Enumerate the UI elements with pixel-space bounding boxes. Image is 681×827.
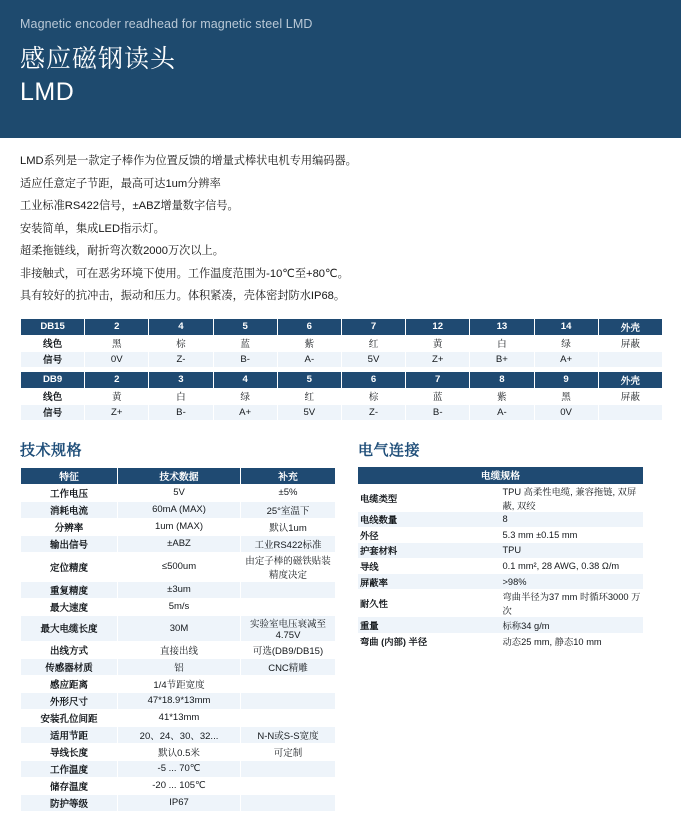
- cable-key-cell: 电线数量: [358, 512, 501, 528]
- cable-key-cell: 耐久性: [358, 589, 501, 617]
- spec-feature-cell: 最大电缆长度: [21, 616, 117, 641]
- table-cell: [241, 599, 335, 615]
- intro-paragraphs: [0, 138, 681, 303]
- table-row: [21, 710, 335, 726]
- table-cell: 7: [342, 319, 405, 335]
- table-cell: 12: [406, 319, 469, 335]
- table-cell: 铝: [118, 659, 240, 675]
- spec-feature-cell: 定位精度: [21, 553, 117, 581]
- table-cell: 蓝: [406, 389, 469, 404]
- table-cell: 7: [406, 372, 469, 388]
- intro-line: 适应任意定子节距，最高可达1um分辨率: [20, 177, 221, 190]
- spec-feature-cell: 输出信号: [21, 536, 117, 552]
- table-cell: B-: [406, 405, 469, 420]
- table-row: [21, 795, 335, 811]
- intro-line: 非接触式，可在恶劣环境下使用。工作温度范围为-10℃至+80℃。: [20, 267, 349, 280]
- table-cell: ±5%: [241, 485, 335, 501]
- table-row: [21, 352, 662, 367]
- table-cell: 外壳: [599, 319, 662, 335]
- spec-feature-cell: 感应距离: [21, 676, 117, 692]
- table-cell: [241, 693, 335, 709]
- table-cell: 14: [535, 319, 598, 335]
- spec-feature-cell: 工作温度: [21, 761, 117, 777]
- table-cell: 默认0.5米: [118, 744, 240, 760]
- cable-value-cell: 动态25 mm, 静态10 mm: [501, 633, 644, 649]
- table-cell: 9: [535, 372, 598, 388]
- table-cell: Z-: [149, 352, 212, 367]
- cable-key-cell: 护套材料: [358, 543, 501, 559]
- spec-feature-cell: 传感器材质: [21, 659, 117, 675]
- cable-key-cell: 外径: [358, 527, 501, 543]
- table-cell: Z+: [85, 405, 148, 420]
- table-cell: DB15: [21, 319, 84, 335]
- table-cell: 棕: [149, 336, 212, 351]
- column-header: 补充: [241, 468, 335, 484]
- spec-columns: [0, 421, 681, 812]
- table-cell: 黑: [535, 389, 598, 404]
- table-cell: 黑: [85, 336, 148, 351]
- table-cell: 0V: [85, 352, 148, 367]
- table-cell: 信号: [21, 352, 84, 367]
- table-row: [21, 659, 335, 675]
- table-cell: B-: [149, 405, 212, 420]
- spec-feature-cell: 导线长度: [21, 744, 117, 760]
- table-row: [21, 778, 335, 794]
- cable-value-cell: 弯曲半径为37 mm 时循环3000 万次: [501, 589, 644, 617]
- table-cell: 6: [342, 372, 405, 388]
- table-cell: 绿: [214, 389, 277, 404]
- table-cell: [599, 352, 662, 367]
- table-cell: 1um (MAX): [118, 519, 240, 535]
- hero-title: 感应磁钢读头: [20, 45, 177, 73]
- table-cell: 棕: [342, 389, 405, 404]
- table-cell: B-: [214, 352, 277, 367]
- table-cell: 可选(DB9/DB15): [241, 642, 335, 658]
- table-cell: 默认1um: [241, 519, 335, 535]
- table-cell: 5V: [278, 405, 341, 420]
- table-cell: 黄: [85, 389, 148, 404]
- cable-value-cell: 标称34 g/m: [501, 617, 644, 633]
- table-row: [21, 405, 662, 420]
- table-row: [21, 372, 662, 388]
- table-cell: IP67: [118, 795, 240, 811]
- table-cell: B+: [470, 352, 533, 367]
- table-row: [21, 536, 335, 552]
- table-row: [21, 389, 662, 404]
- cable-key-cell: 弯曲 (内部) 半径: [358, 633, 501, 649]
- spec-feature-cell: 安装孔位间距: [21, 710, 117, 726]
- table-row: [21, 761, 335, 777]
- table-cell: ±3um: [118, 582, 240, 598]
- table-cell: CNC精雕: [241, 659, 335, 675]
- table-cell: 黄: [406, 336, 469, 351]
- table-cell: 2: [85, 319, 148, 335]
- table-row: [21, 642, 335, 658]
- table-row: [21, 319, 662, 335]
- table-row: [358, 558, 643, 574]
- table-cell: Z-: [342, 405, 405, 420]
- cable-value-cell: TPU: [501, 543, 644, 559]
- table-cell: 5: [214, 319, 277, 335]
- table-cell: 1/4节距宽度: [118, 676, 240, 692]
- table-cell: 6: [278, 319, 341, 335]
- table-cell: 20、24、30、32...: [118, 727, 240, 743]
- table-cell: 蓝: [214, 336, 277, 351]
- table-row: [358, 633, 643, 649]
- technical-spec-heading: 技术规格: [20, 441, 83, 459]
- intro-line: 具有较好的抗冲击，振动和压力。体积紧凑，壳体密封防水IP68。: [20, 290, 346, 302]
- table-cell: 线色: [21, 389, 84, 404]
- table-row: [21, 582, 335, 598]
- table-row: [358, 543, 643, 559]
- table-cell: 白: [470, 336, 533, 351]
- table-cell: 白: [149, 389, 212, 404]
- spec-feature-cell: 分辨率: [21, 519, 117, 535]
- table-cell: 紫: [470, 389, 533, 404]
- cable-value-cell: TPU 高柔性电缆, 兼容拖链, 双屏蔽, 双绞: [501, 484, 644, 512]
- cable-key-cell: 电缆类型: [358, 484, 501, 512]
- technical-spec-column: [20, 439, 333, 812]
- cable-value-cell: >98%: [501, 574, 644, 590]
- table-cell: 绿: [535, 336, 598, 351]
- table-cell: 5V: [342, 352, 405, 367]
- table-row: [21, 616, 335, 641]
- table-cell: 红: [278, 389, 341, 404]
- table-cell: A+: [214, 405, 277, 420]
- table-cell: 0V: [535, 405, 598, 420]
- spec-feature-cell: 最大速度: [21, 599, 117, 615]
- table-cell: 5: [278, 372, 341, 388]
- table-cell: 8: [470, 372, 533, 388]
- intro-line: 安装简单，集成LED指示灯。: [20, 222, 165, 235]
- technical-spec-table: [20, 467, 336, 812]
- cable-key-cell: 屏蔽率: [358, 574, 501, 590]
- table-row: [21, 485, 335, 501]
- db9-pinout-table: [20, 371, 663, 421]
- table-cell: 4: [214, 372, 277, 388]
- cable-table-header: 电缆规格: [358, 467, 643, 484]
- pinout-tables: [0, 312, 681, 421]
- table-cell: N-N或S-S宽度: [241, 727, 335, 743]
- table-cell: 25°室温下: [241, 502, 335, 518]
- spec-feature-cell: 出线方式: [21, 642, 117, 658]
- electrical-connection-column: [358, 439, 643, 812]
- table-row: [21, 336, 662, 351]
- table-cell: [241, 676, 335, 692]
- table-cell: 工业RS422标准: [241, 536, 335, 552]
- table-cell: 5V: [118, 485, 240, 501]
- spec-feature-cell: 防护等级: [21, 795, 117, 811]
- electrical-connection-heading: 电气连接: [358, 441, 421, 459]
- table-cell: 13: [470, 319, 533, 335]
- table-cell: A-: [470, 405, 533, 420]
- table-row: [21, 693, 335, 709]
- cable-key-cell: 重量: [358, 617, 501, 633]
- table-row: [358, 527, 643, 543]
- table-row: [21, 744, 335, 760]
- spec-feature-cell: 重复精度: [21, 582, 117, 598]
- table-cell: 由定子棒的磁铁贴装精度决定: [241, 553, 335, 581]
- table-row: [21, 727, 335, 743]
- table-row: [21, 502, 335, 518]
- table-cell: [241, 761, 335, 777]
- table-row: [358, 589, 643, 617]
- table-cell: 屏蔽: [599, 336, 662, 351]
- table-cell: DB9: [21, 372, 84, 388]
- cable-key-cell: 导线: [358, 558, 501, 574]
- spec-feature-cell: 外形尺寸: [21, 693, 117, 709]
- table-row: [21, 676, 335, 692]
- cable-value-cell: 5.3 mm ±0.15 mm: [501, 527, 644, 543]
- table-cell: 3: [149, 372, 212, 388]
- hero-subtitle: Magnetic encoder readhead for magnetic steel LMD: [20, 17, 313, 31]
- table-row: [21, 599, 335, 615]
- table-row: [358, 617, 643, 633]
- intro-line: 超柔拖链线，耐折弯次数2000万次以上。: [20, 245, 224, 257]
- table-cell: 60mA (MAX): [118, 502, 240, 518]
- table-cell: [241, 710, 335, 726]
- table-cell: 2: [85, 372, 148, 388]
- table-cell: A-: [278, 352, 341, 367]
- table-cell: ±ABZ: [118, 536, 240, 552]
- table-cell: [599, 405, 662, 420]
- table-row: [358, 484, 643, 512]
- table-cell: 屏蔽: [599, 389, 662, 404]
- table-cell: 可定制: [241, 744, 335, 760]
- table-row: [358, 574, 643, 590]
- table-cell: 41*13mm: [118, 710, 240, 726]
- table-cell: Z+: [406, 352, 469, 367]
- intro-line: 工业标准RS422信号，±ABZ增量数字信号。: [20, 200, 239, 212]
- cable-value-cell: 0.1 mm², 28 AWG, 0.38 Ω/m: [501, 558, 644, 574]
- column-header: 特征: [21, 468, 117, 484]
- cable-spec-table: [358, 467, 643, 649]
- table-cell: ≤500um: [118, 553, 240, 581]
- table-cell: 4: [149, 319, 212, 335]
- table-cell: 5m/s: [118, 599, 240, 615]
- spec-feature-cell: 工作电压: [21, 485, 117, 501]
- table-cell: 47*18.9*13mm: [118, 693, 240, 709]
- spec-feature-cell: 适用节距: [21, 727, 117, 743]
- table-row: [21, 519, 335, 535]
- cable-value-cell: 8: [501, 512, 644, 528]
- table-cell: 实验室电压衰减至4.75V: [241, 616, 335, 641]
- table-cell: A+: [535, 352, 598, 367]
- spec-feature-cell: 消耗电流: [21, 502, 117, 518]
- table-cell: -5 ... 70℃: [118, 761, 240, 777]
- intro-line: LMD系列是一款定子棒作为位置反馈的增量式棒状电机专用编码器。: [20, 155, 357, 167]
- spec-feature-cell: 储存温度: [21, 778, 117, 794]
- table-cell: 外壳: [599, 372, 662, 388]
- table-cell: 30M: [118, 616, 240, 641]
- db15-pinout-table: [20, 318, 663, 368]
- table-cell: [241, 778, 335, 794]
- table-row: [21, 553, 335, 581]
- table-cell: 紫: [278, 336, 341, 351]
- table-row: [358, 512, 643, 528]
- table-cell: 信号: [21, 405, 84, 420]
- table-cell: -20 ... 105℃: [118, 778, 240, 794]
- table-cell: [241, 582, 335, 598]
- hero-model: LMD: [20, 78, 75, 106]
- table-cell: 线色: [21, 336, 84, 351]
- hero-banner: [0, 0, 681, 138]
- column-header: 技术数据: [118, 468, 240, 484]
- table-cell: 红: [342, 336, 405, 351]
- table-cell: 直接出线: [118, 642, 240, 658]
- table-cell: [241, 795, 335, 811]
